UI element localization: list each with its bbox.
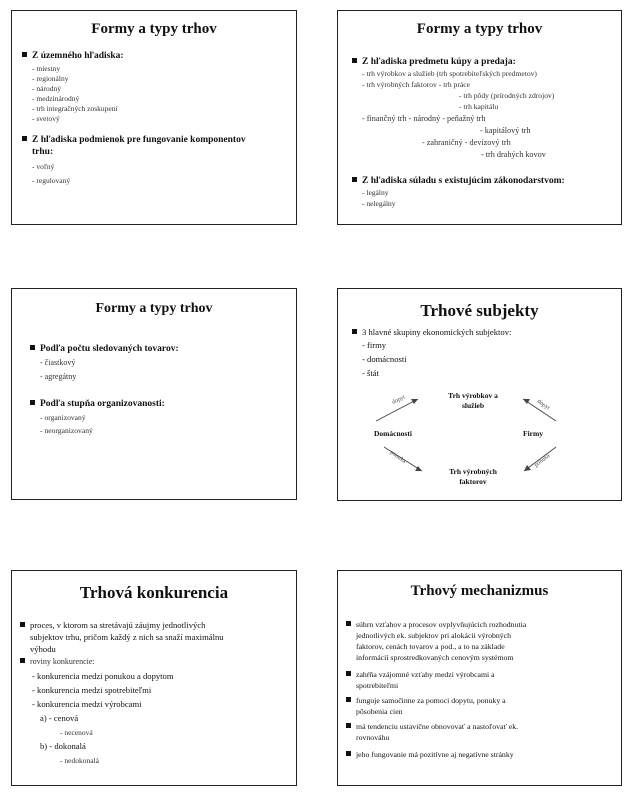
list-item: - necenová <box>60 728 93 737</box>
section-heading: Podľa stupňa organizovanosti: <box>30 399 165 409</box>
arrowhead-icon <box>524 465 531 471</box>
list-item: - konkurencia medzi ponukou a dopytom <box>32 671 174 681</box>
square-bullet-icon <box>352 58 357 63</box>
diagram-arrows <box>338 385 623 497</box>
node-firms: Firmy <box>523 429 543 438</box>
bullet-paragraph: proces, v ktorom sa stretávajú záujmy jednotlivých subjektov trhu, pričom každý z nich sa snaží maximálnu výhodu <box>20 619 224 655</box>
intro-text: 3 hlavné skupiny ekonomických subjektov: <box>352 327 511 337</box>
slide-forms-subject <box>337 10 622 225</box>
section-heading: Podľa počtu sledovaných tovarov: <box>30 344 179 354</box>
list-item: b) - dokonalá <box>40 741 86 751</box>
list-item: - domácnosti <box>362 354 407 364</box>
list-item: - regionálny <box>32 74 69 83</box>
arrow-label: dopyt <box>535 398 551 412</box>
list-item: - regulovaný <box>32 176 71 185</box>
list-item: - voľný <box>32 162 55 171</box>
slide-forms-goods <box>11 288 297 500</box>
list-item: - trh pôdy (prírodných zdrojov) <box>459 91 555 100</box>
list-item: - agregátny <box>40 372 77 381</box>
list-item: - legálny <box>362 188 389 197</box>
list-item: - miestny <box>32 64 61 73</box>
arrow-label: ponuka <box>388 449 407 465</box>
list-item: - finančný trh - národný - peňažný trh <box>362 114 486 123</box>
slide-title: Formy a typy trhov <box>95 301 213 316</box>
slide-title: Formy a typy trhov <box>91 21 217 37</box>
node-households: Domácnosti <box>374 429 412 438</box>
list-item: - trh integračných zoskupení <box>32 104 118 113</box>
list-item: - firmy <box>362 340 387 350</box>
node-goods-market: Trh výrobkov a služieb <box>448 391 498 410</box>
section-heading: Z hľadiska podmienok pre fungovanie komponentov <box>22 135 246 145</box>
list-item: - trh výrobkov a služieb (trh spotrebiteľských predmetov) <box>362 69 537 78</box>
list-item: a) - cenová <box>40 713 79 723</box>
circular-flow-diagram <box>338 385 623 497</box>
bullet-paragraph: má tendenciu ustavične obnovovať a nastoľovať ek. rovnováhu <box>346 721 518 743</box>
list-item: - čiastkový <box>40 358 76 367</box>
list-item: - konkurencia medzi výrobcami <box>32 699 142 709</box>
list-item: - konkurencia medzi spotrebiteľmi <box>32 685 152 695</box>
square-bullet-icon <box>20 622 25 627</box>
square-bullet-icon <box>346 751 351 756</box>
slide-title: Trhový mechanizmus <box>410 583 549 599</box>
bullet-paragraph: zahŕňa vzájomné vzťahy medzi výrobcami a spotrebiteľmi <box>346 669 495 691</box>
bullet-paragraph: jeho fungovanie má pozitívne aj negatívne stránky <box>346 749 514 760</box>
node-factor-market: Trh výrobných faktorov <box>449 467 497 486</box>
list-item: - trh výrobných faktorov - trh práce <box>362 80 470 89</box>
square-bullet-icon <box>352 177 357 182</box>
square-bullet-icon <box>346 621 351 626</box>
list-item: - štát <box>362 368 379 378</box>
section-heading: Z hľadiska súladu s existujúcim zákonodarstvom: <box>352 176 565 186</box>
square-bullet-icon <box>346 723 351 728</box>
slide-market-subjects <box>337 288 622 501</box>
bullet-paragraph: roviny konkurencie: <box>20 657 95 666</box>
list-item: - nedokonalá <box>60 756 99 765</box>
square-bullet-icon <box>346 697 351 702</box>
slide-title: Formy a typy trhov <box>416 21 543 37</box>
square-bullet-icon <box>20 658 25 663</box>
list-item: - nelegálny <box>362 199 396 208</box>
section-heading-cont: trhu: <box>32 147 54 157</box>
arrowhead-icon <box>411 399 418 404</box>
slide-market-mechanism <box>337 570 622 786</box>
arrow-label: dopyt <box>391 394 407 406</box>
square-bullet-icon <box>30 345 35 350</box>
bullet-paragraph: súhrn vzťahov a procesov ovplyvňujúcich rozhodnutia jednotlivých ek. subjektov pri alokácii výrobných faktorov, cenách tovarov a pod., a to na základe informácií sprostredkovaných cenovým systémom <box>346 619 526 663</box>
list-item: - zahraničný - devízový trh <box>422 138 511 147</box>
list-item: - svetový <box>32 114 60 123</box>
square-bullet-icon <box>30 400 35 405</box>
list-item: - kapitálový trh <box>480 126 531 135</box>
square-bullet-icon <box>346 671 351 676</box>
slide-title: Trhové subjekty <box>420 301 539 320</box>
slide-title: Trhová konkurencia <box>79 583 229 602</box>
list-item: - národný <box>32 84 61 93</box>
square-bullet-icon <box>352 329 357 334</box>
slide-forms-territorial <box>11 10 297 225</box>
bullet-paragraph: funguje samočinne za pomoci dopytu, ponuky a pôsobenia cien <box>346 695 506 717</box>
slide-competition <box>11 570 297 786</box>
list-item: - medzinárodný <box>32 94 80 103</box>
section-heading: Z územného hľadiska: <box>22 51 124 61</box>
list-item: - trh kapitálu <box>459 102 499 111</box>
square-bullet-icon <box>22 52 27 57</box>
arrow-label: ponuka <box>533 452 552 469</box>
square-bullet-icon <box>22 136 27 141</box>
list-item: - neorganizovaný <box>40 426 93 435</box>
list-item: - trh drahých kovov <box>481 150 546 159</box>
section-heading: Z hľadiska predmetu kúpy a predaja: <box>352 57 516 67</box>
list-item: - organizovaný <box>40 413 86 422</box>
